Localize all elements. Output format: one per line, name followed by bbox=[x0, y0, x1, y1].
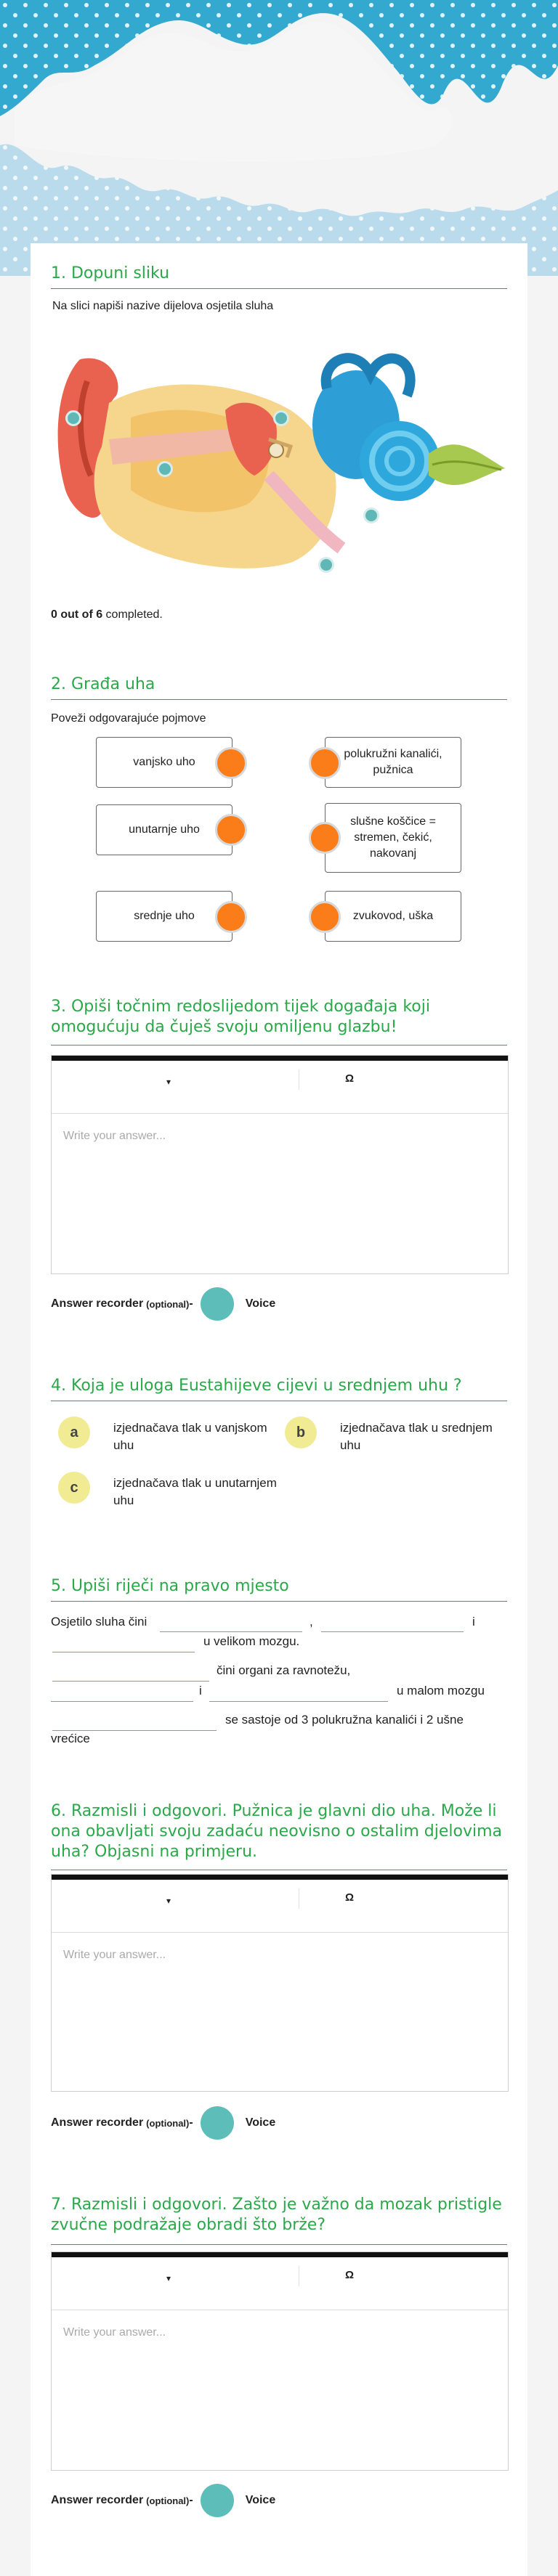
record-voice-button[interactable] bbox=[201, 2106, 234, 2140]
q7-answer-area[interactable] bbox=[52, 2310, 508, 2470]
record-voice-button[interactable] bbox=[201, 2484, 234, 2517]
match-left-3-connector[interactable] bbox=[215, 901, 247, 933]
match-right-2-connector[interactable] bbox=[309, 822, 341, 854]
q5-text-3: i bbox=[472, 1615, 475, 1629]
special-character-icon[interactable]: Ω bbox=[345, 1072, 355, 1085]
q1-instruction: Na slici napiši nazive dijelova osjetila sluha bbox=[52, 300, 274, 312]
q5-blank-7[interactable] bbox=[52, 1730, 217, 1731]
q6-title: 6. Razmisli i odgovori. Pužnica je glavni dio uha. Može li ona obavljati svoju zadaću neovisno o ostalim djelovima uha? Objasni na primjeru. bbox=[51, 1802, 503, 1861]
format-dropdown-icon[interactable]: ▾ bbox=[166, 2273, 171, 2283]
editor-top-bar bbox=[52, 1875, 508, 1880]
ear-illustration bbox=[51, 330, 509, 577]
recorder-label: Answer recorder bbox=[51, 1297, 144, 1310]
hotspot-3[interactable] bbox=[273, 410, 289, 426]
q7-placeholder: Write your answer... bbox=[63, 2326, 166, 2339]
q1-progress-suffix: completed. bbox=[102, 608, 163, 621]
q5-text-5: čini organi za ravnotežu, bbox=[217, 1663, 351, 1677]
format-dropdown-icon[interactable]: ▾ bbox=[166, 1896, 171, 1906]
match-left-1-connector[interactable] bbox=[215, 747, 247, 779]
match-right-1[interactable]: polukružni kanalići, pužnica bbox=[325, 737, 461, 788]
q5-blank-1[interactable] bbox=[160, 1631, 302, 1632]
format-dropdown-icon[interactable]: ▾ bbox=[166, 1077, 171, 1087]
recorder-label: Answer recorder bbox=[51, 2116, 144, 2129]
editor-toolbar bbox=[52, 1061, 508, 1114]
ear-anatomy-image bbox=[51, 330, 509, 577]
recorder-dash: - bbox=[189, 1297, 193, 1310]
match-right-3[interactable]: zvukovod, uška bbox=[325, 891, 461, 942]
q5-text-2: , bbox=[310, 1615, 313, 1629]
record-voice-button[interactable] bbox=[201, 1287, 234, 1321]
q5-text-8: se sastoje od 3 polukružna kanalići i 2 ušne bbox=[225, 1713, 464, 1727]
q6-answer-editor bbox=[51, 1874, 509, 2092]
hotspot-1[interactable] bbox=[65, 410, 81, 426]
q5-text-9: vrećice bbox=[51, 1732, 90, 1745]
q5-title: 5. Upiši riječi na pravo mjesto bbox=[51, 1577, 289, 1595]
q5-blank-6[interactable] bbox=[209, 1701, 388, 1702]
q4-option-a[interactable] bbox=[58, 1417, 288, 1454]
q5-divider bbox=[51, 1601, 507, 1602]
header-decoration bbox=[0, 0, 558, 276]
q1-divider bbox=[51, 288, 507, 289]
option-letter: a bbox=[58, 1417, 90, 1448]
q6-answer-recorder bbox=[51, 2106, 275, 2140]
option-text: izjednačava tlak u vanjskom uhu bbox=[113, 1421, 267, 1452]
option-text: izjednačava tlak u unutarnjem uhu bbox=[113, 1476, 277, 1507]
q5-blank-2[interactable] bbox=[321, 1631, 464, 1632]
q5-text-6: i bbox=[199, 1684, 202, 1697]
recorder-label: Answer recorder bbox=[51, 2494, 144, 2506]
editor-top-bar bbox=[52, 2252, 508, 2257]
hotspot-4[interactable] bbox=[363, 508, 379, 523]
recorder-dash: - bbox=[189, 2116, 193, 2129]
q3-divider bbox=[51, 1045, 507, 1046]
option-letter: b bbox=[285, 1417, 317, 1448]
option-letter: c bbox=[58, 1472, 90, 1504]
q7-title: 7. Razmisli i odgovori. Zašto je važno da mozak pristigle zvučne podražaje obradi što brže? bbox=[51, 2196, 502, 2234]
q2-title: 2. Građa uha bbox=[51, 675, 155, 693]
special-character-icon[interactable]: Ω bbox=[345, 2269, 355, 2281]
q1-title: 1. Dopuni sliku bbox=[51, 264, 170, 282]
q2-divider bbox=[51, 699, 507, 700]
match-left-1[interactable]: vanjsko uho bbox=[96, 737, 232, 788]
match-left-2-connector[interactable] bbox=[215, 814, 247, 846]
q5-blank-4[interactable] bbox=[52, 1681, 209, 1682]
recorder-voice-label: Voice bbox=[245, 2494, 276, 2506]
q3-answer-editor bbox=[51, 1055, 509, 1274]
q5-text-4: u velikom mozgu. bbox=[203, 1634, 300, 1648]
match-right-2[interactable]: slušne koščice = stremen, čekić, nakovanj bbox=[325, 803, 461, 873]
q1-progress bbox=[51, 608, 163, 621]
q3-answer-recorder bbox=[51, 1287, 275, 1321]
q4-option-b[interactable] bbox=[285, 1417, 514, 1454]
q6-answer-area[interactable] bbox=[52, 1933, 508, 2091]
match-right-3-connector[interactable] bbox=[309, 901, 341, 933]
q5-text-7: u malom mozgu bbox=[397, 1684, 485, 1697]
q7-divider bbox=[51, 2244, 507, 2245]
q3-title: 3. Opiši točnim redoslijedom tijek događaja koji omogućuju da čuješ svoju omiljenu glazbu! bbox=[51, 998, 430, 1036]
editor-toolbar bbox=[52, 2257, 508, 2310]
wave-pattern-graphic bbox=[0, 0, 558, 276]
editor-top-bar bbox=[52, 1056, 508, 1061]
hotspot-2[interactable] bbox=[157, 461, 173, 477]
q6-placeholder: Write your answer... bbox=[63, 1949, 166, 1961]
hotspot-5[interactable] bbox=[318, 557, 334, 573]
q1-progress-count: 0 out of 6 bbox=[51, 608, 103, 621]
q4-option-c[interactable] bbox=[58, 1472, 288, 1509]
match-left-3[interactable]: srednje uho bbox=[96, 891, 232, 942]
match-right-1-connector[interactable] bbox=[309, 747, 341, 779]
q5-text-1: Osjetilo sluha čini bbox=[51, 1615, 147, 1629]
special-character-icon[interactable]: Ω bbox=[345, 1891, 355, 1904]
recorder-voice-label: Voice bbox=[245, 1297, 276, 1310]
q3-answer-area[interactable] bbox=[52, 1114, 508, 1273]
q7-answer-recorder bbox=[51, 2484, 275, 2517]
recorder-voice-label: Voice bbox=[245, 2116, 276, 2129]
recorder-dash: - bbox=[189, 2494, 193, 2506]
q4-title: 4. Koja je uloga Eustahijeve cijevi u srednjem uhu ? bbox=[51, 1377, 462, 1395]
q7-answer-editor bbox=[51, 2251, 509, 2471]
recorder-optional: (optional) bbox=[146, 1298, 190, 1310]
worksheet-card bbox=[31, 243, 527, 2576]
editor-toolbar bbox=[52, 1880, 508, 1933]
match-left-2[interactable]: unutarnje uho bbox=[96, 804, 232, 855]
recorder-optional: (optional) bbox=[146, 2495, 190, 2506]
option-text: izjednačava tlak u srednjem uhu bbox=[340, 1421, 493, 1452]
q5-blank-5[interactable] bbox=[51, 1701, 193, 1702]
q2-instruction: Poveži odgovarajuće pojmove bbox=[51, 712, 206, 725]
q3-placeholder: Write your answer... bbox=[63, 1130, 166, 1142]
recorder-optional: (optional) bbox=[146, 2117, 190, 2129]
